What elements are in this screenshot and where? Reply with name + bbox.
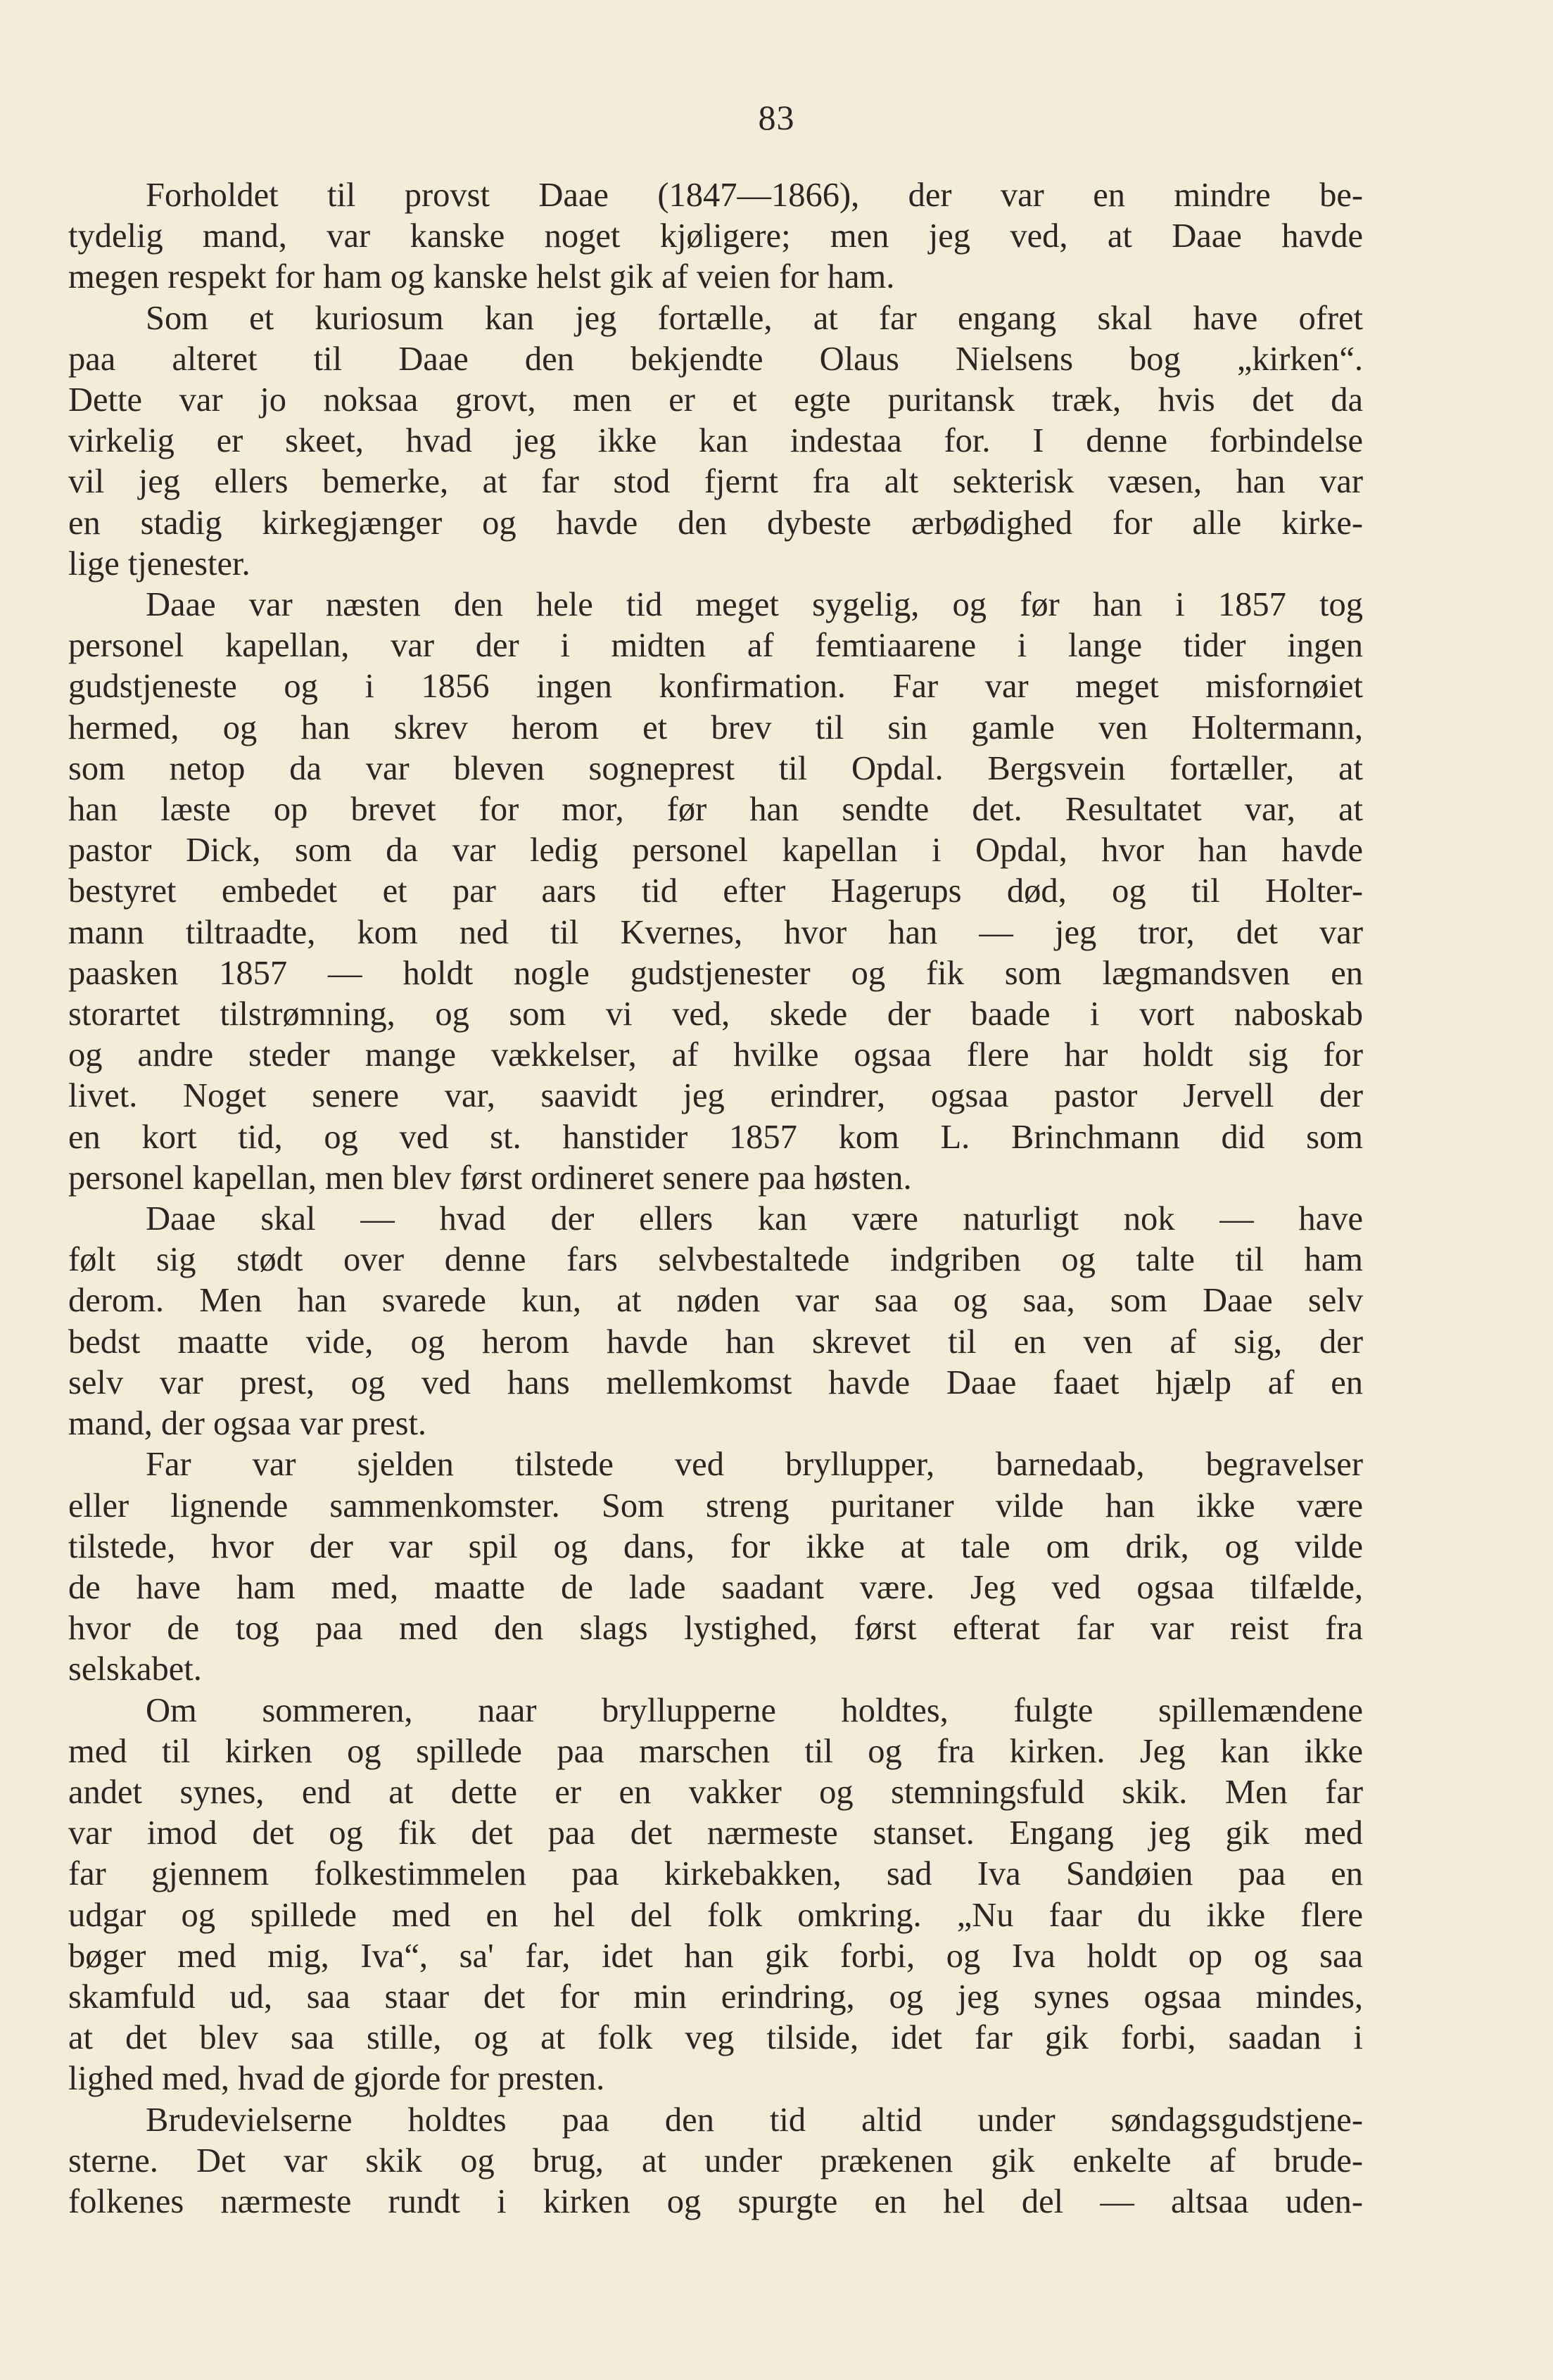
text-line: paasken 1857 — holdt nogle gudstjenester og fik som lægmandsven en xyxy=(68,954,1363,992)
text-line: selv var prest, og ved hans mellemkomst havde Daae faaet hjælp af en xyxy=(68,1363,1363,1401)
text-line: Daae var næsten den hele tid meget sygelig, og før han i 1857 tog xyxy=(146,586,1363,624)
text-line: Dette var jo noksaa grovt, men er et egte puritansk træk, hvis det da xyxy=(68,381,1363,419)
text-line: storartet tilstrømning, og som vi ved, skede der baade i vort naboskab xyxy=(68,995,1363,1033)
text-line: lighed med, hvad de gjorde for presten. xyxy=(68,2060,605,2098)
text-line: bedst maatte vide, og herom havde han skrevet til en ven af sig, der xyxy=(68,1323,1363,1361)
text-line: en kort tid, og ved st. hanstider 1857 kom L. Brinchmann did som xyxy=(68,1118,1363,1156)
text-line: bøger med mig, Iva“, sa' far, idet han gik forbi, og Iva holdt op og saa xyxy=(68,1937,1363,1975)
text-line: udgar og spillede med en hel del folk omkring. „Nu faar du ikke flere xyxy=(68,1896,1363,1934)
text-line: med til kirken og spillede paa marschen til og fra kirken. Jeg kan ikke xyxy=(68,1732,1363,1770)
paragraph xyxy=(68,175,1363,298)
text-line: eller lignende sammenkomster. Som streng puritaner vilde han ikke være xyxy=(68,1487,1363,1525)
text-line: derom. Men han svarede kun, at nøden var saa og saa, som Daae selv xyxy=(68,1282,1363,1320)
paragraph xyxy=(68,298,1363,585)
text-line: megen respekt for ham og kanske helst gik af veien for ham. xyxy=(68,258,895,296)
paragraph xyxy=(68,1199,1363,1444)
text-line: var imod det og fik det paa det nærmeste stanset. Engang jeg gik med xyxy=(68,1814,1363,1852)
text-line: følt sig stødt over denne fars selvbestaltede indgriben og talte til ham xyxy=(68,1241,1363,1279)
text-line: mand, der ogsaa var prest. xyxy=(68,1405,427,1443)
text-line: Som et kuriosum kan jeg fortælle, at far engang skal have ofret xyxy=(146,299,1363,337)
text-line: sterne. Det var skik og brug, at under prækenen gik enkelte af brude- xyxy=(68,2142,1363,2179)
text-line: hermed, og han skrev herom et brev til sin gamle ven Holtermann, xyxy=(68,708,1363,746)
text-line: bestyret embedet et par aars tid efter Hagerups død, og til Holter- xyxy=(68,872,1363,910)
text-line: pastor Dick, som da var ledig personel kapellan i Opdal, hvor han havde xyxy=(68,832,1363,870)
text-line: Daae skal — hvad der ellers kan være naturligt nok — have xyxy=(146,1200,1363,1238)
text-line: andet synes, end at dette er en vakker og stemningsfuld skik. Men far xyxy=(68,1773,1363,1811)
text-line: tilstede, hvor der var spil og dans, for ikke at tale om drik, og vilde xyxy=(68,1527,1363,1565)
text-line: folkenes nærmeste rundt i kirken og spurgte en hel del — altsaa uden- xyxy=(68,2182,1363,2220)
text-line: og andre steder mange vækkelser, af hvilke ogsaa flere har holdt sig for xyxy=(68,1036,1363,1074)
text-line: selskabet. xyxy=(68,1650,202,1688)
text-line: de have ham med, maatte de lade saadant være. Jeg ved ogsaa tilfælde, xyxy=(68,1568,1363,1606)
text-line: Brudevielserne holdtes paa den tid altid under søndagsgudstjene- xyxy=(146,2101,1363,2139)
body-text xyxy=(68,175,1363,2222)
text-line: Far var sjelden tilstede ved bryllupper, barnedaab, begravelser xyxy=(146,1446,1363,1484)
text-line: paa alteret til Daae den bekjendte Olaus Nielsens bog „kirken“. xyxy=(68,340,1363,378)
text-line: virkelig er skeet, hvad jeg ikke kan indestaa for. I denne forbindelse xyxy=(68,422,1363,460)
text-line: han læste op brevet for mor, før han sendte det. Resultatet var, at xyxy=(68,791,1363,829)
text-line: Om sommeren, naar bryllupperne holdtes, fulgte spillemændene xyxy=(146,1691,1363,1729)
text-line: hvor de tog paa med den slags lystighed, først efterat far var reist fra xyxy=(68,1610,1363,1648)
text-line: far gjennem folkestimmelen paa kirkebakken, sad Iva Sandøien paa en xyxy=(68,1855,1363,1893)
text-line: lige tjenester. xyxy=(68,545,251,583)
paragraph xyxy=(68,1691,1363,2100)
paragraph xyxy=(68,585,1363,1199)
page-number: 83 xyxy=(758,98,795,137)
text-line: at det blev saa stille, og at folk veg tilside, idet far gik forbi, saadan i xyxy=(68,2019,1363,2057)
text-line: gudstjeneste og i 1856 ingen konfirmation. Far var meget misfornøiet xyxy=(68,668,1363,706)
text-line: som netop da var bleven sogneprest til Opdal. Bergsvein fortæller, at xyxy=(68,749,1363,787)
text-line: personel kapellan, var der i midten af femtiaarene i lange tider ingen xyxy=(68,627,1363,665)
paragraph xyxy=(68,1444,1363,1690)
text-line: personel kapellan, men blev først ordineret senere paa høsten. xyxy=(68,1159,912,1197)
text-line: vil jeg ellers bemerke, at far stod fjernt fra alt sekterisk væsen, han var xyxy=(68,463,1363,501)
paragraph xyxy=(68,2100,1363,2223)
text-line: skamfuld ud, saa staar det for min erindring, og jeg synes ogsaa mindes, xyxy=(68,1978,1363,2016)
text-line: en stadig kirkegjænger og havde den dybeste ærbødighed for alle kirke- xyxy=(68,504,1363,542)
text-line: Forholdet til provst Daae (1847—1866), der var en mindre be- xyxy=(146,177,1363,214)
text-line: mann tiltraadte, kom ned til Kvernes, hvor han — jeg tror, det var xyxy=(68,913,1363,951)
text-line: tydelig mand, var kanske noget kjøligere; men jeg ved, at Daae havde xyxy=(68,217,1363,255)
text-line: livet. Noget senere var, saavidt jeg erindrer, ogsaa pastor Jervell der xyxy=(68,1077,1363,1115)
